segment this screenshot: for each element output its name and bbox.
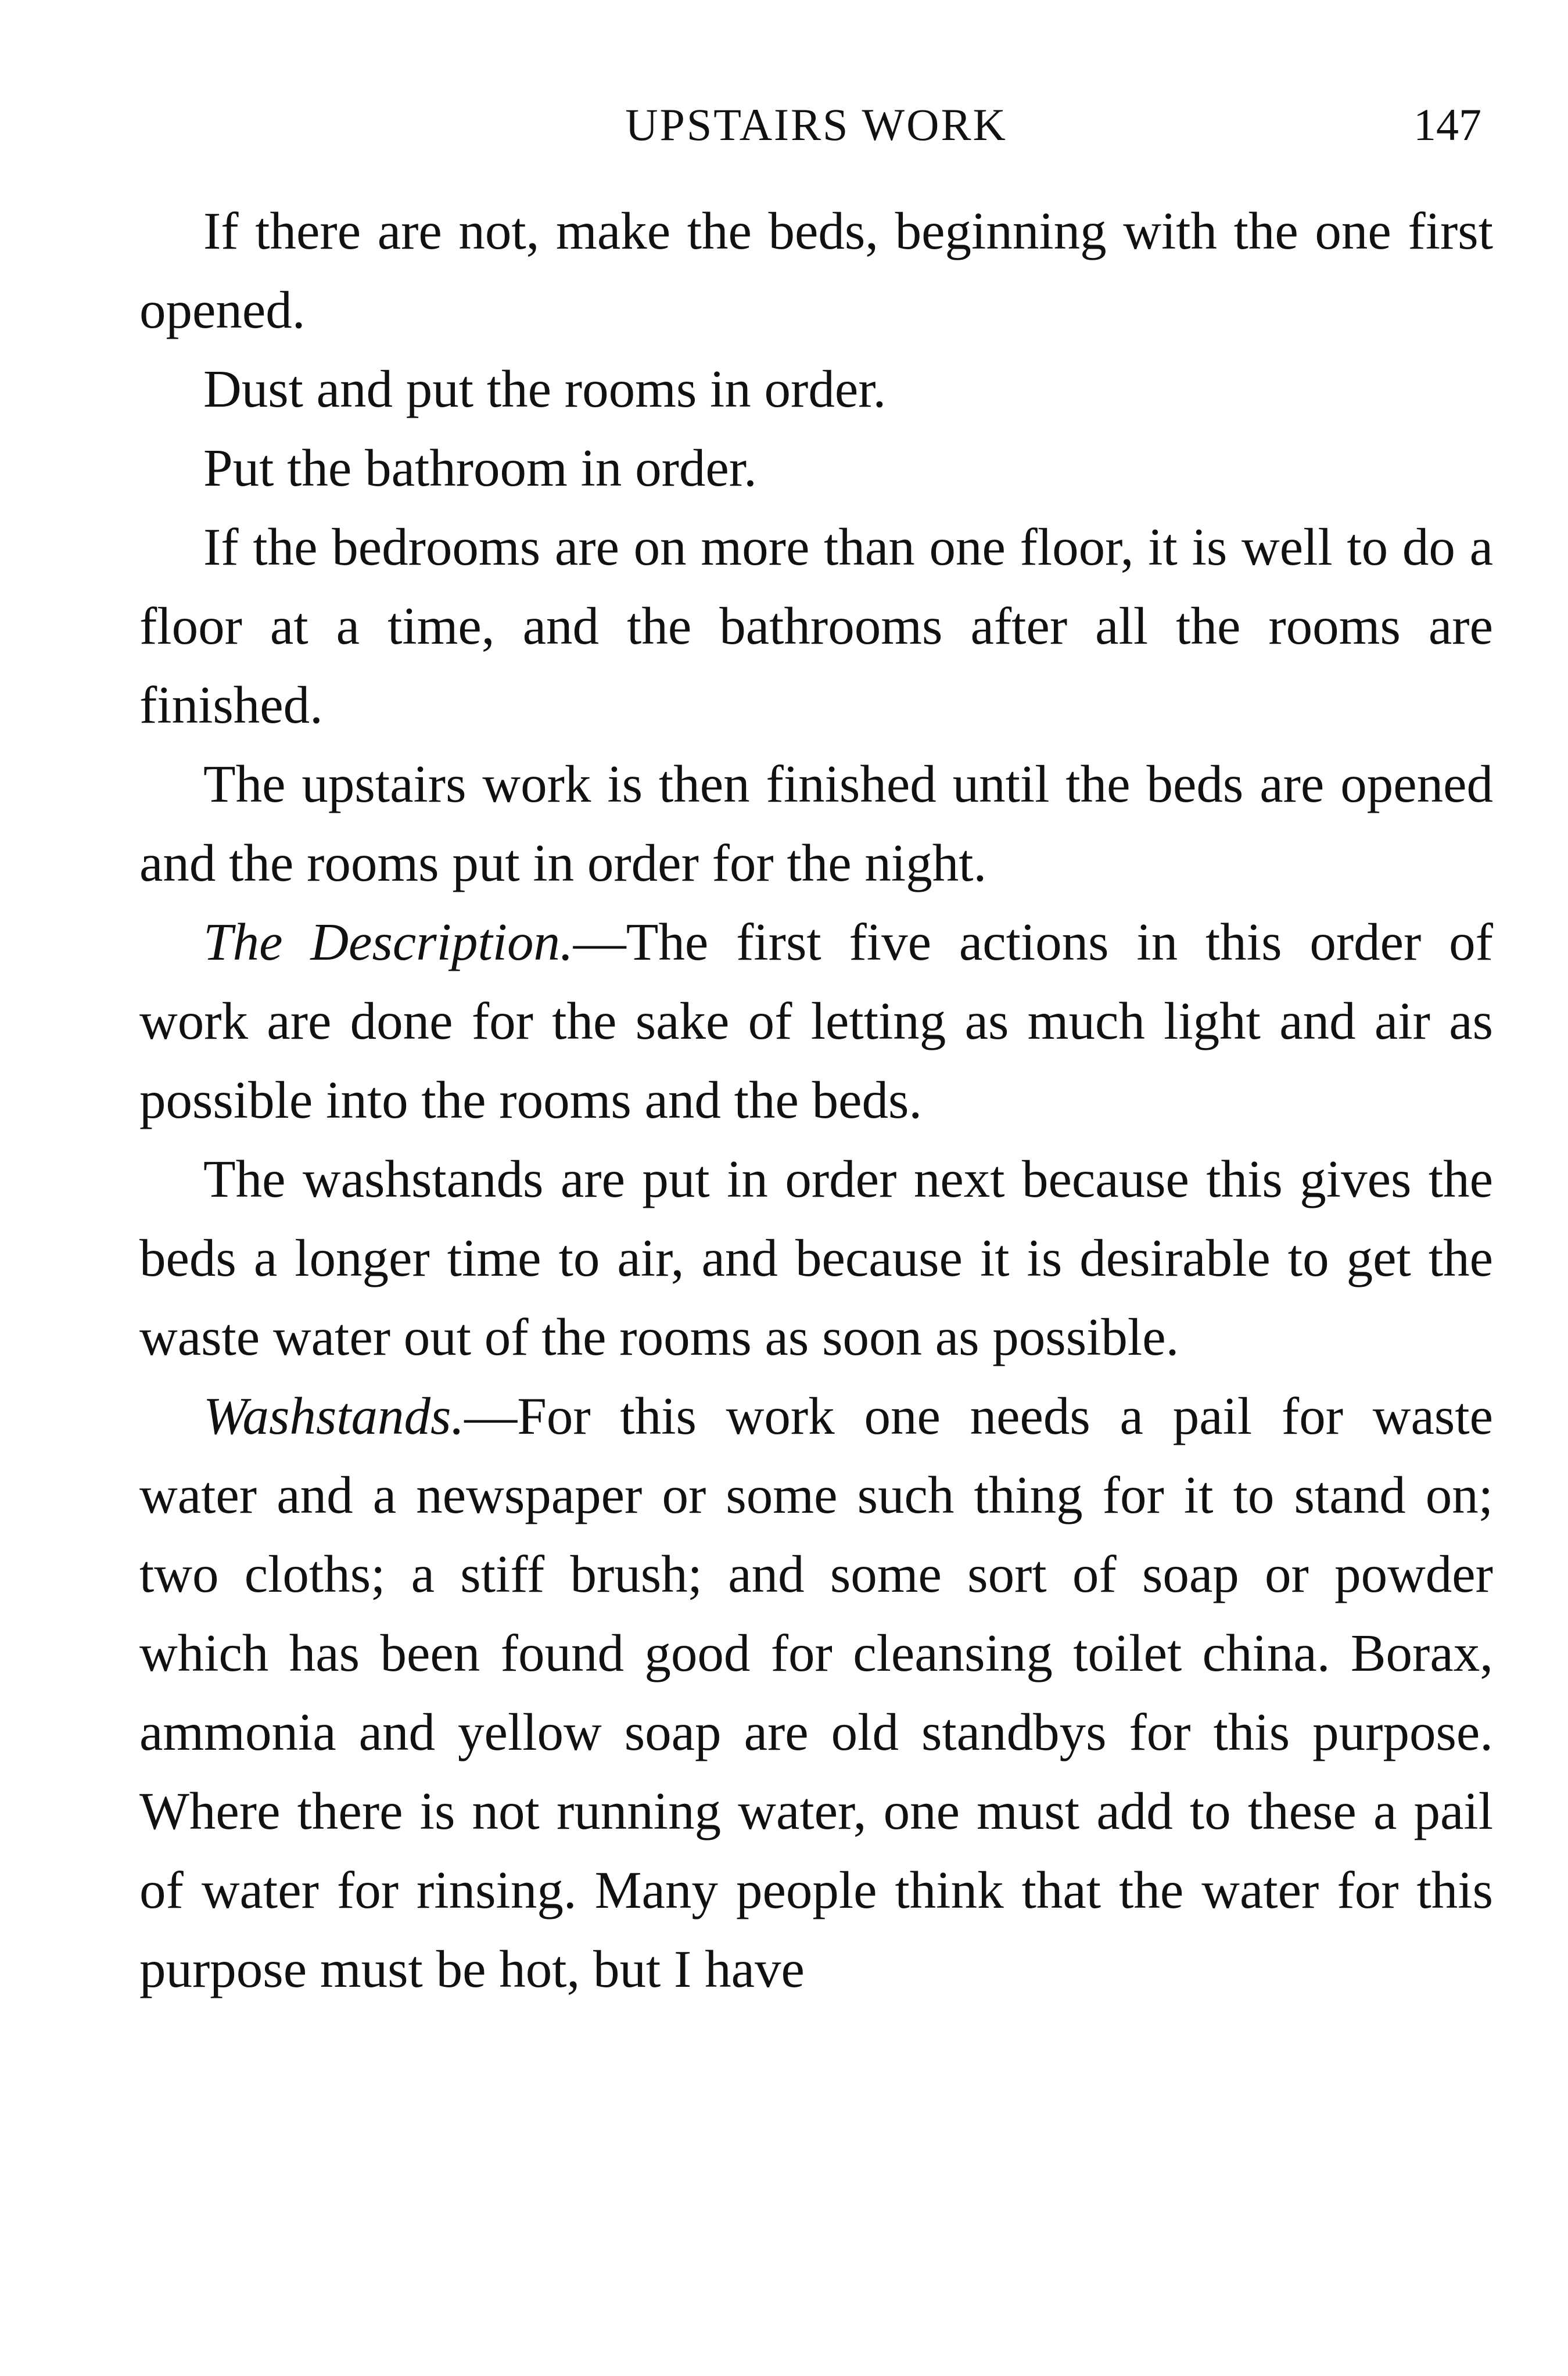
section-heading: Washstands. — [203, 1387, 465, 1445]
paragraph-text: Put the bathroom in order. — [203, 439, 757, 497]
paragraph — [139, 745, 1493, 903]
paragraph — [139, 350, 1493, 429]
paragraph — [139, 903, 1493, 1140]
paragraph-text: —For this work one needs a pail for waste water and a newspaper or some such thing for it to stand on; two cloths; a stiff brush; and some sort of soap or powder which has been found good for cleansing toilet china. Borax, ammonia and yellow soap are old standbys for this purpose. Where there is not running water, one must add to these a pail of water for rinsing. Many people think that the water for this purpose must be hot, but I have — [139, 1387, 1493, 1998]
paragraph — [139, 508, 1493, 745]
paragraph-text: The washstands are put in order next because this gives the beds a longer time to air, and because it is desirable to get the waste water out of the rooms as soon as possible. — [139, 1150, 1493, 1366]
paragraph-text: If the bedrooms are on more than one floor, it is well to do a floor at a time, and the bathrooms after all the rooms are finished. — [139, 518, 1493, 734]
section-heading: The Description. — [203, 913, 573, 971]
paragraph — [139, 1377, 1493, 2009]
paragraph-text: Dust and put the rooms in order. — [203, 360, 887, 418]
paragraph — [139, 1140, 1493, 1377]
paragraph-text: —The first five actions in this order of work are done for the sake of letting as much light and air as possible into the rooms and the beds. — [139, 913, 1493, 1129]
paragraph — [139, 192, 1493, 350]
page-header — [139, 99, 1493, 163]
paragraph-text: The upstairs work is then finished until the beds are opened and the rooms put in order for the night. — [139, 755, 1493, 892]
running-title: UPSTAIRS WORK — [625, 99, 1007, 150]
paragraph-text: If there are not, make the beds, beginning with the one first opened. — [139, 202, 1493, 339]
paragraph — [139, 429, 1493, 508]
page-number: 147 — [1413, 99, 1481, 150]
body-text — [139, 192, 1493, 2009]
